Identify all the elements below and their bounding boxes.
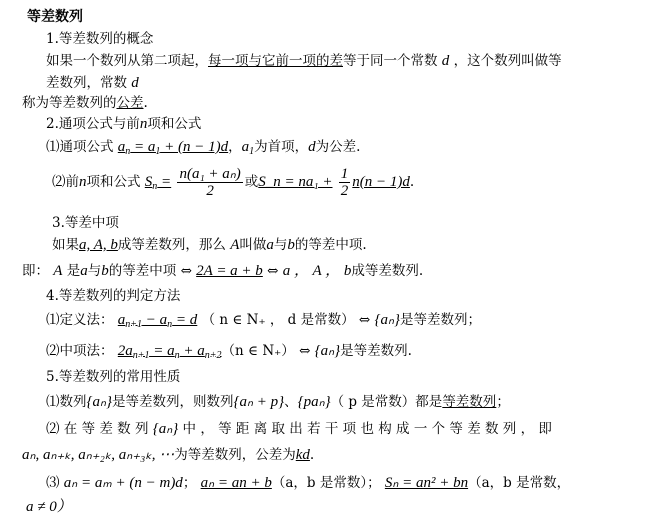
section-5-property-2-line-1 <box>46 420 552 438</box>
math-kd: kd <box>295 447 310 463</box>
denominator: 2 <box>340 183 349 199</box>
text: 是等差数列； <box>400 312 481 328</box>
section-2-sum-formula <box>52 166 414 199</box>
underlined-text: 等差数列 <box>442 394 497 410</box>
text: 称为等差数列的 <box>22 95 117 111</box>
text: （ n ∈ N₊ ， d 是常数） <box>201 312 355 328</box>
numerator: 1 <box>340 166 349 182</box>
text: ； <box>182 475 197 491</box>
text: （ p 是常数）都是 <box>330 394 443 410</box>
iff-arrow: ⇔ <box>180 263 192 279</box>
text: ⑴定义法： <box>46 312 114 328</box>
middle-term-formula: $2a_{n+1} = a_n + a_{n+2}$ <box>117 343 222 361</box>
text: ， <box>228 139 242 155</box>
text: 与 <box>273 237 288 253</box>
section-3-line-1 <box>52 236 367 254</box>
section-4-heading: 4.等差数列的判定方法 <box>46 288 181 304</box>
math-terms: aₙ, aₙ₊ₖ, aₙ₊₂ₖ, aₙ₊₃ₖ, ⋯ <box>22 447 175 463</box>
section-4-definition <box>46 311 481 334</box>
text: 成等差数列，那么 <box>117 237 226 253</box>
text: ⑴通项公式 <box>46 139 114 155</box>
text: 即： <box>22 263 49 279</box>
math-seq: {aₙ + p} <box>233 394 285 410</box>
math-d: d <box>131 75 139 91</box>
math-aAb: a, A, b <box>79 237 118 253</box>
sum-lhs: $S_n$ = <box>144 174 172 192</box>
denominator: 2 <box>206 183 214 199</box>
math-aAb-list: a ， A ， b <box>282 263 352 279</box>
math-a: a <box>80 263 88 279</box>
text: . <box>143 95 148 111</box>
text: 与 <box>87 263 102 279</box>
text: 叫做 <box>239 237 267 253</box>
text: 为公差. <box>315 139 361 155</box>
section-3-line-2 <box>22 262 423 280</box>
text: ； <box>496 394 510 410</box>
text: 、 <box>284 394 298 410</box>
text: 等于同一个常数 <box>343 53 438 69</box>
math-formula: Sₙ = an² + bn <box>384 475 469 491</box>
section-5-heading: 5.等差数列的常用性质 <box>46 369 181 385</box>
math-A: A <box>53 263 63 279</box>
text: ⑵中项法： <box>46 343 114 359</box>
math-formula: aₙ = aₘ + (n − m)d <box>63 475 183 491</box>
text: ⑵ 在 等 差 数 列 <box>46 421 149 437</box>
math-d: d <box>441 53 450 69</box>
math-a1: $a_1$ <box>241 139 255 157</box>
underlined-text: 每一项与它前一项的差 <box>208 53 343 69</box>
math-condition: a ≠ 0） <box>26 499 72 515</box>
page-title: 等差数列 <box>27 9 83 25</box>
text: （n ∈ N₊） <box>221 343 295 359</box>
section-2-general-term <box>46 138 360 161</box>
text: 的等差中项. <box>294 237 367 253</box>
text: 是等差数列. <box>340 343 412 359</box>
text: （a，b 是常数）； <box>271 475 381 491</box>
text: ⑵前 <box>52 174 79 190</box>
text: （a，b 是常数， <box>468 475 571 491</box>
underlined-text: 公差 <box>116 95 144 111</box>
text: 2.通项公式与前 <box>46 116 140 132</box>
iff-arrow: ⇔ <box>267 263 279 279</box>
section-2-heading <box>46 115 201 133</box>
math-seq: {aₙ} <box>314 343 341 359</box>
math-seq: {aₙ} <box>152 421 179 437</box>
numerator: n(a₁ + aₙ) <box>179 166 241 182</box>
text: ⑴数列 <box>46 394 87 410</box>
iff-arrow: ⇔ <box>299 343 311 359</box>
section-1-line-2 <box>46 74 139 92</box>
text: 为等差数列，公差为 <box>174 447 296 463</box>
section-5-property-3-line-1 <box>46 474 570 492</box>
math-seq: {aₙ} <box>374 312 400 328</box>
text: 中 ， 等 距 离 取 出 若 干 项 也 构 成 一 个 等 差 数 列 ， 即 <box>182 421 552 437</box>
definition-formula: $a_{n+1} - a_n = d$ <box>117 312 198 330</box>
math-formula: aₙ = an + b <box>200 475 272 491</box>
math-seq: {paₙ} <box>297 394 331 410</box>
text: . <box>309 447 315 463</box>
section-3-heading: 3.等差中项 <box>52 215 119 231</box>
math-b: b <box>101 263 109 279</box>
section-4-middle-term <box>46 342 412 365</box>
math-a: a <box>266 237 274 253</box>
section-1-line-1 <box>46 52 562 70</box>
sum-alt-lhs: S_n = na₁ + <box>258 174 333 190</box>
general-term-formula: $a_n = a_1 + (n - 1)d$ <box>117 139 229 157</box>
section-1-heading: 1.等差数列的概念 <box>46 31 154 47</box>
math-n: n <box>79 174 87 190</box>
fraction-2 <box>339 166 351 199</box>
text: 或 <box>244 174 259 190</box>
text: 如果一个数列从第二项起， <box>46 53 208 69</box>
math-d: d <box>308 139 316 155</box>
section-5-property-1 <box>46 393 510 411</box>
text: 成等差数列. <box>351 263 424 279</box>
text: 是等差数列，则数列 <box>111 394 234 410</box>
text: 的等差中项 <box>108 263 177 279</box>
math-A: A <box>230 237 240 253</box>
text: 为首项， <box>254 139 309 155</box>
math-seq: {aₙ} <box>86 394 112 410</box>
text: ，这个数列叫做等 <box>453 53 562 69</box>
section-5-property-3-line-2 <box>26 498 72 516</box>
text: . <box>409 174 415 190</box>
text: 项和公式 <box>86 174 141 190</box>
fraction-1 <box>177 166 242 199</box>
text: 项和公式 <box>147 116 202 132</box>
iff-arrow: ⇔ <box>358 312 371 328</box>
text: 差数列，常数 <box>46 75 127 91</box>
math-n: n <box>139 116 148 132</box>
text: 是 <box>66 263 81 279</box>
math-b: b <box>287 237 295 253</box>
section-1-line-3 <box>22 94 148 112</box>
text: 如果 <box>52 237 79 253</box>
math-2A-eq: 2A = a + b <box>196 263 263 279</box>
section-5-property-2-line-2 <box>22 446 314 464</box>
text: ⑶ <box>46 475 60 491</box>
sum-alt-tail: n(n − 1)d <box>352 174 410 190</box>
